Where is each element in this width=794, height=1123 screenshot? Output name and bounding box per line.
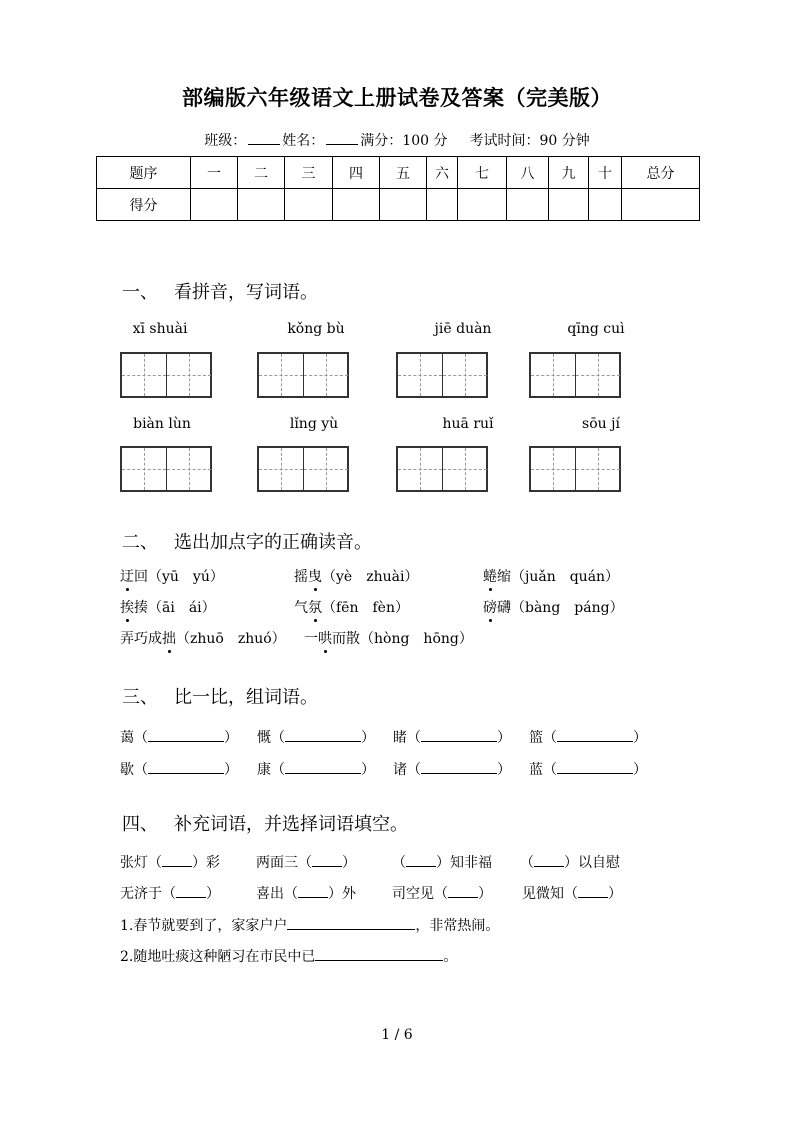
pinyin-label: sōu jí — [582, 416, 620, 432]
section3-number: 三、 — [122, 687, 158, 708]
pronunciation-item: 蜷缩（juǎn quán） — [483, 566, 619, 586]
idiom-item: 张灯（ ）彩 — [120, 855, 220, 871]
col-header: 十 — [589, 157, 622, 189]
answer-blank[interactable] — [421, 729, 497, 742]
pinyin-label: qīng cuì — [567, 321, 625, 337]
col-header: 二 — [238, 157, 285, 189]
header-label: 题序 — [97, 157, 191, 189]
section2-title: 选出加点字的正确读音。 — [174, 532, 372, 553]
name-label: 姓名： — [282, 133, 325, 149]
col-header: 三 — [285, 157, 333, 189]
pinyin-label: biàn lùn — [133, 416, 191, 432]
score-cell[interactable] — [427, 189, 458, 221]
exam-info-line — [0, 130, 794, 150]
tianzige-box[interactable] — [257, 446, 349, 492]
idiom-blank[interactable] — [406, 854, 436, 867]
score-cell[interactable] — [191, 189, 238, 221]
pronunciation-item: 挨揍（āi ái） — [120, 597, 216, 617]
total-label: 总分 — [622, 157, 700, 189]
tianzige-box[interactable] — [529, 446, 621, 492]
score-cell[interactable] — [507, 189, 549, 221]
score-cell[interactable] — [589, 189, 622, 221]
pronunciation-item: 气氛（fēn fèn） — [294, 597, 409, 617]
tianzige-box[interactable] — [120, 446, 212, 492]
score-cell[interactable] — [458, 189, 507, 221]
pinyin-label: kǒng bù — [287, 321, 345, 337]
idiom-item: 见微知（ ） — [522, 886, 622, 902]
section1-heading — [122, 278, 318, 304]
col-header: 七 — [458, 157, 507, 189]
word-item: 康（ ） — [257, 762, 375, 778]
idiom-blank[interactable] — [312, 854, 342, 867]
full-score: 满分：100 分 — [360, 133, 448, 149]
sentence-blank[interactable] — [287, 917, 415, 930]
word-item: 慨（ ） — [257, 730, 375, 746]
answer-blank[interactable] — [557, 729, 633, 742]
idiom-item: 两面三（ ） — [256, 855, 356, 871]
idiom-blank[interactable] — [448, 885, 478, 898]
idiom-blank[interactable] — [298, 885, 328, 898]
tianzige-box[interactable] — [396, 446, 488, 492]
answer-blank[interactable] — [148, 729, 224, 742]
word-item: 篮（ ） — [529, 730, 647, 746]
score-table — [96, 156, 700, 221]
pronunciation-item: 磅礴（bàng páng） — [483, 597, 624, 617]
class-label: 班级： — [204, 133, 247, 149]
sentence-1: 1.春节就要到了，家家户户 ，非常热闹。 — [120, 918, 500, 934]
score-cell[interactable] — [238, 189, 285, 221]
section4-number: 四、 — [122, 814, 158, 835]
col-header: 四 — [333, 157, 380, 189]
answer-blank[interactable] — [148, 761, 224, 774]
section1-number: 一、 — [122, 282, 158, 303]
name-blank[interactable] — [326, 130, 358, 145]
col-header: 一 — [191, 157, 238, 189]
pronunciation-item: 摇曳（yè zhuài） — [294, 566, 418, 586]
idiom-blank[interactable] — [176, 885, 206, 898]
score-table-score-row — [97, 189, 700, 221]
page-title: 部编版六年级语文上册试卷及答案（完美版） — [182, 85, 612, 110]
pinyin-label: xī shuài — [132, 321, 188, 337]
col-header: 六 — [427, 157, 458, 189]
score-cell[interactable] — [380, 189, 427, 221]
class-blank[interactable] — [248, 130, 280, 145]
pronunciation-item: 迂回（yū yú） — [120, 566, 224, 586]
idiom-item: 司空见（ ） — [392, 886, 492, 902]
section2-number: 二、 — [122, 532, 158, 553]
idiom-blank[interactable] — [534, 854, 564, 867]
score-table-header-row — [97, 157, 700, 189]
answer-blank[interactable] — [285, 729, 361, 742]
section3-title: 比一比，组词语。 — [174, 687, 318, 708]
idiom-blank[interactable] — [162, 854, 192, 867]
pinyin-label: huā ruǐ — [442, 416, 494, 432]
answer-blank[interactable] — [421, 761, 497, 774]
pinyin-label: lǐng yù — [289, 416, 339, 432]
sentence-blank[interactable] — [315, 948, 443, 961]
sentence-2: 2.随地吐痰这种陋习在市民中已 。 — [120, 949, 458, 965]
idiom-item: 喜出（ ）外 — [256, 886, 356, 902]
score-cell[interactable] — [285, 189, 333, 221]
col-header: 八 — [507, 157, 549, 189]
section2-heading — [122, 528, 372, 554]
idiom-item: 无济于（ ） — [120, 886, 220, 902]
pinyin-label: jiē duàn — [434, 321, 492, 337]
tianzige-box[interactable] — [529, 352, 621, 398]
exam-time: 考试时间：90 分钟 — [469, 133, 590, 149]
idiom-blank[interactable] — [578, 885, 608, 898]
section1-title: 看拼音，写词语。 — [174, 282, 318, 303]
col-header: 九 — [549, 157, 589, 189]
pronunciation-item: 弄巧成拙（zhuō zhuó） — [120, 628, 286, 648]
section4-heading — [122, 810, 408, 836]
section3-heading — [122, 683, 318, 709]
total-score-cell[interactable] — [622, 189, 700, 221]
word-item: 诸（ ） — [393, 762, 511, 778]
score-cell[interactable] — [333, 189, 380, 221]
tianzige-box[interactable] — [257, 352, 349, 398]
page-number: 1 / 6 — [381, 1027, 413, 1043]
tianzige-box[interactable] — [120, 352, 212, 398]
pronunciation-item: 一哄而散（hòng hōng） — [304, 628, 473, 648]
word-item: 歇（ ） — [120, 762, 238, 778]
tianzige-box[interactable] — [396, 352, 488, 398]
answer-blank[interactable] — [557, 761, 633, 774]
answer-blank[interactable] — [285, 761, 361, 774]
word-item: 睹（ ） — [393, 730, 511, 746]
section4-title: 补充词语，并选择词语填空。 — [174, 814, 408, 835]
word-item: 蔼（ ） — [120, 730, 238, 746]
idiom-item: （ ）以自慰 — [520, 855, 620, 871]
col-header: 五 — [380, 157, 427, 189]
idiom-item: （ ）知非福 — [392, 855, 492, 871]
word-item: 蓝（ ） — [529, 762, 647, 778]
row-label: 得分 — [97, 189, 191, 221]
score-cell[interactable] — [549, 189, 589, 221]
